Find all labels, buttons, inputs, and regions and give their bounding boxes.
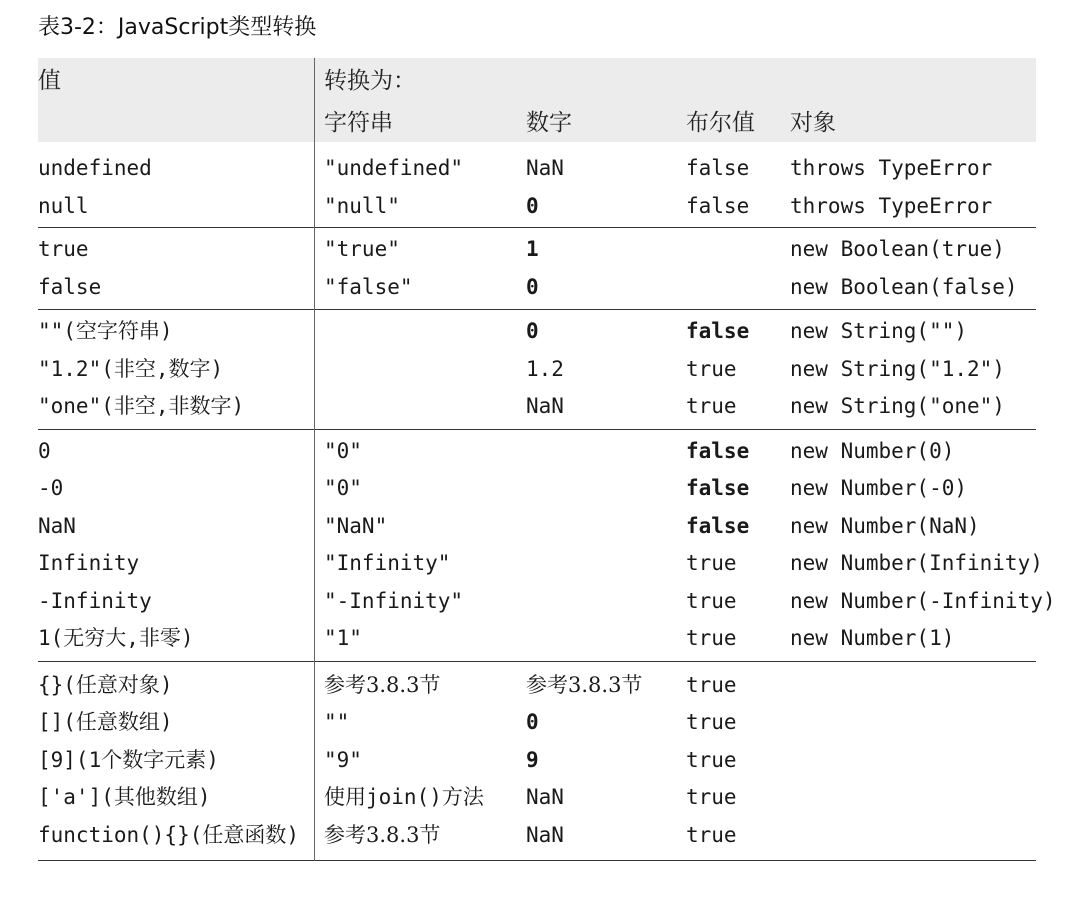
row-group [38,430,1056,662]
cell-boolean: false [686,319,750,343]
cell-boolean: true [686,822,737,847]
cell-boolean: true [686,551,737,575]
cell-value: NaN [38,513,76,538]
cell-string: "NaN" [324,513,388,538]
table-row [38,667,1036,705]
cell-value: false [38,274,102,299]
cell-value: "1.2"(非空,数字) [38,356,224,381]
cell-value: ""(空字符串) [38,319,173,343]
cell-string: "9" [324,747,362,772]
row-group [38,310,1036,430]
cell-number: 1.2 [526,356,564,381]
table-row [38,433,1036,471]
table-row [38,351,1036,389]
cell-value: [](任意数组) [38,710,173,734]
table-row [38,545,1043,583]
cell-boolean: true [686,626,737,650]
table-row [38,231,1036,269]
cell-string: 使用join()方法 [324,785,484,809]
cell-value: null [38,193,89,218]
cell-boolean: true [686,672,737,697]
table-row [38,620,1036,658]
cell-string: "-Infinity" [324,588,464,613]
row-group [38,228,1036,310]
cell-number: 0 [526,319,539,343]
cell-string: "null" [324,193,400,218]
cell-value: {}(任意对象) [38,672,173,697]
cell-value: [9](1个数字元素) [38,747,219,772]
cell-boolean: true [686,710,737,734]
cell-number: NaN [526,822,564,847]
cell-value: undefined [38,156,152,180]
cell-string: "1" [324,626,362,650]
cell-value: Infinity [38,551,140,575]
cell-number: 0 [526,710,539,734]
header-value: 值 [38,68,61,94]
cell-object: throws TypeError [790,193,993,218]
cell-string: "0" [324,438,362,463]
table-body [38,142,1056,861]
cell-value: -Infinity [38,588,152,613]
cell-string: "" [324,710,350,734]
header-boolean: 布尔值 [686,110,755,136]
column-divider [314,58,315,861]
table-row [38,704,1036,742]
cell-boolean: true [686,588,737,613]
cell-object: new Number(1) [790,626,955,650]
table-row [38,188,1036,226]
cell-object: new Number(NaN) [790,513,980,538]
cell-string: "Infinity" [324,551,451,575]
cell-number: NaN [526,785,564,809]
cell-object: new Number(Infinity) [790,551,1043,575]
table-row [38,269,1036,307]
header-number: 数字 [526,110,572,136]
table-row [38,817,1036,855]
table-row [38,150,1036,188]
cell-object: new Number(-Infinity) [790,588,1056,613]
cell-number: 参考3.8.3节 [526,672,643,697]
cell-number: 9 [526,747,539,772]
table-row [38,313,1036,351]
cell-boolean: false [686,156,750,180]
cell-boolean: false [686,193,750,218]
cell-boolean: true [686,356,737,381]
header-string: 字符串 [324,110,393,136]
table-header [38,58,1036,142]
table-row [38,388,1036,426]
header-convert-to: 转换为： [324,68,416,94]
table-row [38,779,1036,817]
row-group [38,142,1036,228]
cell-boolean: true [686,785,737,809]
table-row [38,508,1036,546]
cell-object: new Number(-0) [790,476,968,500]
cell-object: new String("1.2") [790,356,1005,381]
cell-object: new Number(0) [790,438,955,463]
table-row [38,470,1036,508]
header-object: 对象 [790,110,836,136]
cell-boolean: true [686,394,737,418]
row-group [38,662,1036,862]
cell-boolean: false [686,513,750,538]
cell-value: 1(无穷大,非零) [38,626,194,650]
cell-number: 1 [526,237,539,261]
cell-object: throws TypeError [790,156,993,180]
cell-object: new String("one") [790,394,1005,418]
cell-value: -0 [38,476,64,500]
cell-value: 0 [38,438,51,463]
cell-number: 0 [526,274,539,299]
cell-string: "true" [324,237,400,261]
conversion-table [38,58,1056,861]
cell-number: 0 [526,193,539,218]
cell-object: new Boolean(true) [790,237,1005,261]
cell-boolean: true [686,747,737,772]
cell-value: "one"(非空,非数字) [38,394,245,418]
cell-string: 参考3.8.3节 [324,822,441,847]
table-row [38,583,1056,621]
cell-string: "0" [324,476,362,500]
cell-boolean: false [686,438,750,463]
cell-string: 参考3.8.3节 [324,672,441,697]
cell-number: NaN [526,156,564,180]
table-caption: 表3-2：JavaScript类型转换 [38,15,317,40]
cell-object: new Boolean(false) [790,274,1018,299]
cell-value: true [38,237,89,261]
cell-string: "false" [324,274,413,299]
cell-value: ['a'](其他数组) [38,785,211,809]
cell-value: function(){}(任意函数) [38,822,300,847]
cell-boolean: false [686,476,750,500]
cell-number: NaN [526,394,564,418]
cell-string: "undefined" [324,156,464,180]
cell-object: new String("") [790,319,968,343]
table-row [38,742,1036,780]
